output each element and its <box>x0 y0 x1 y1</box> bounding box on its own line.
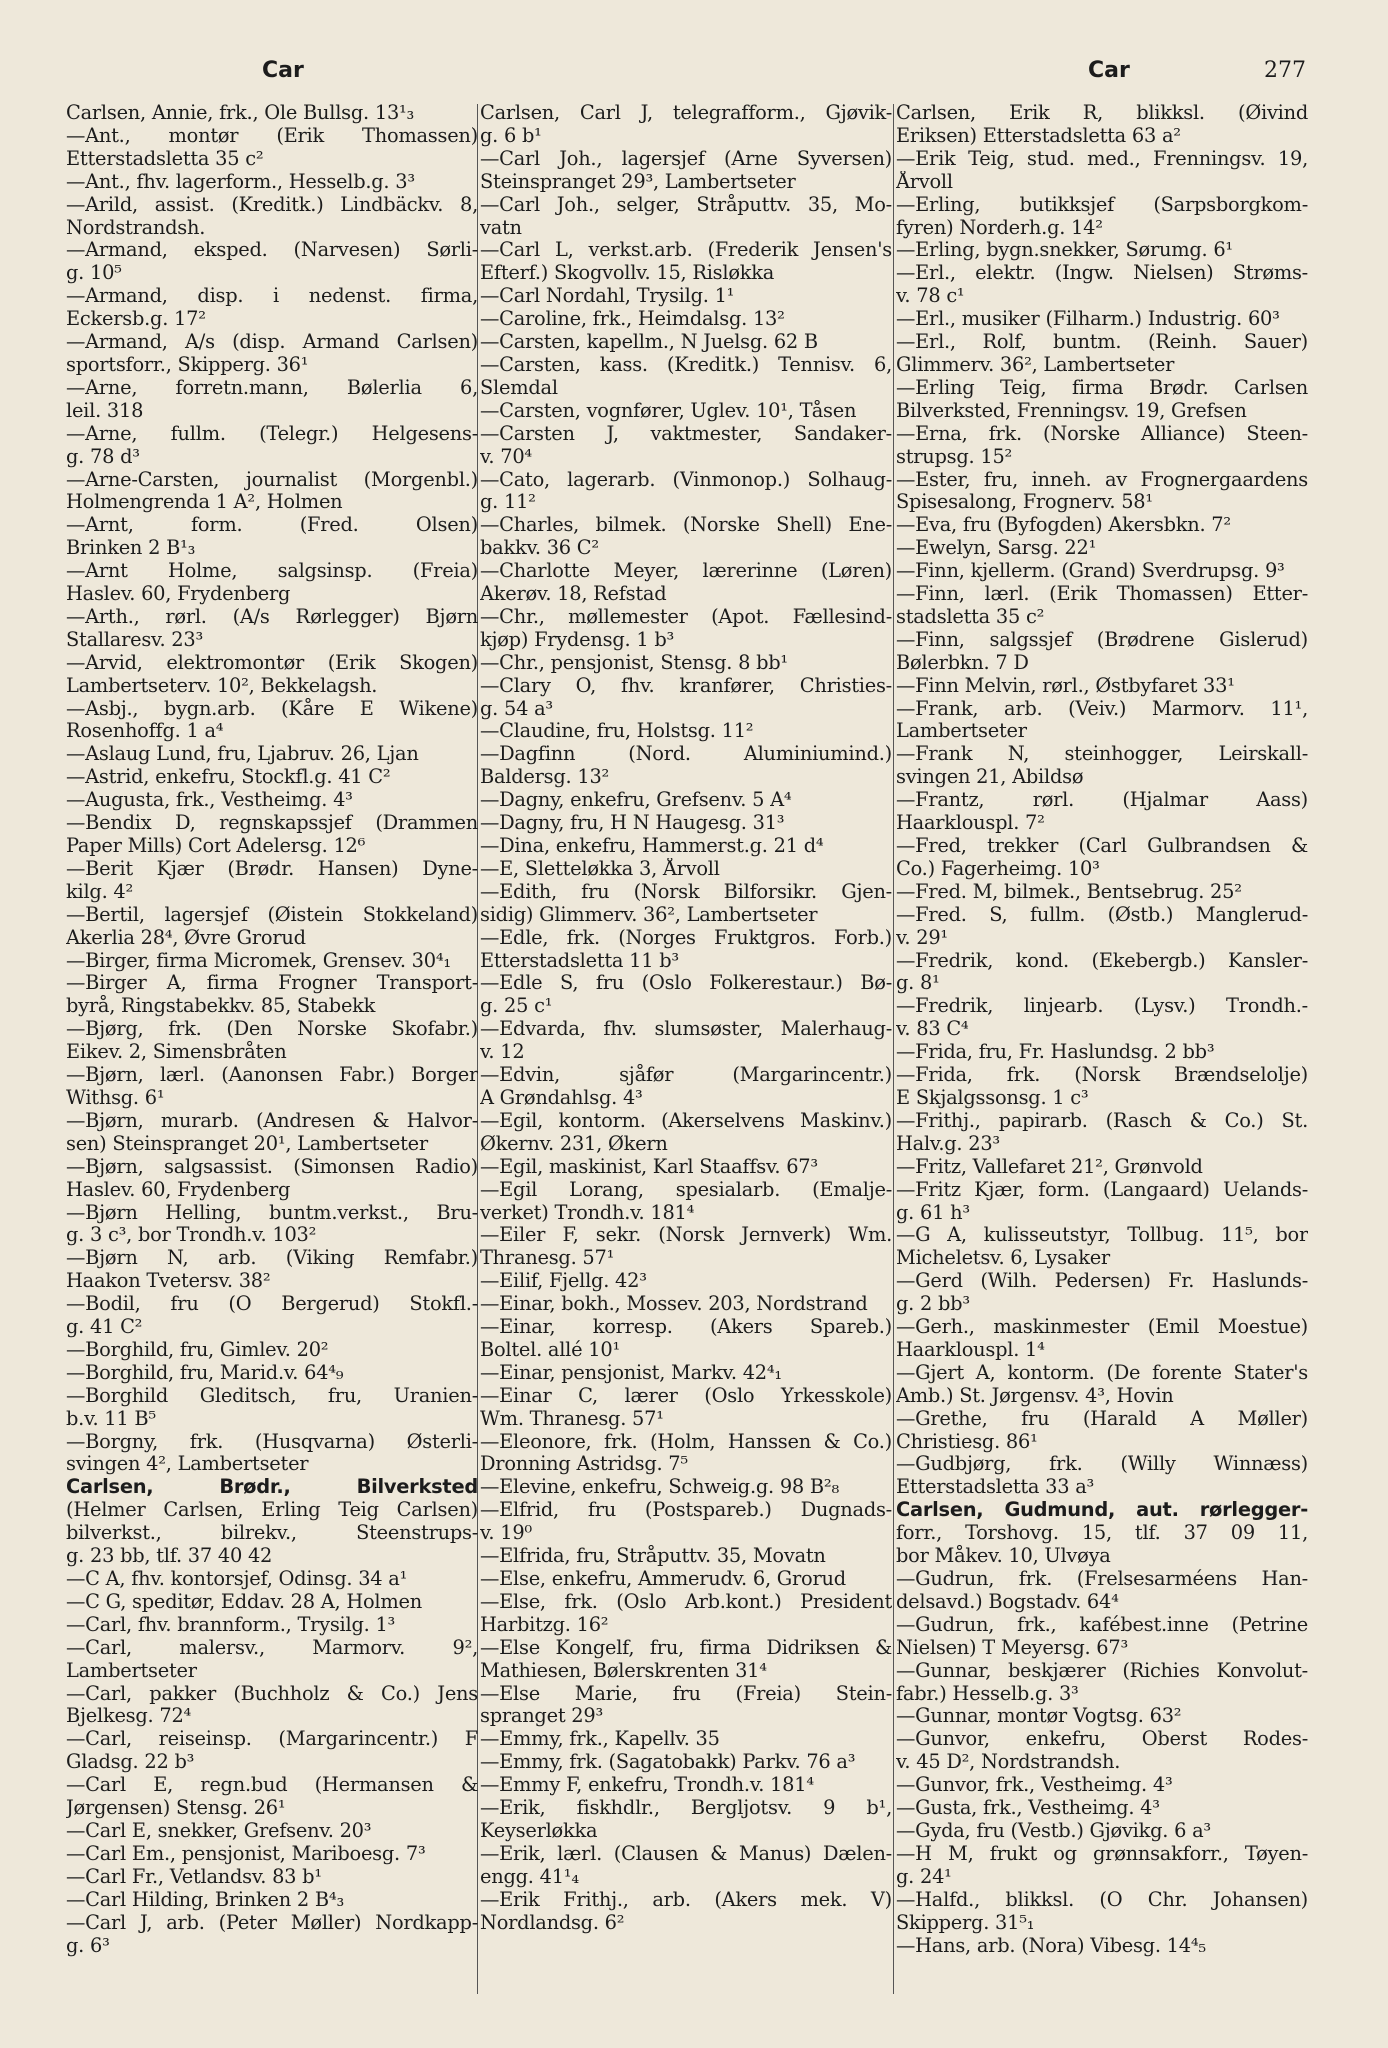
directory-entry-line: strupsg. 15² <box>896 445 1013 468</box>
directory-entry-line: —Carl, malersv., Marmorv. 9², <box>66 1636 478 1659</box>
directory-entry-line: —Armand, A/s (disp. Armand Carlsen) <box>66 331 478 354</box>
directory-entry-line: —Arne, fullm. (Telegr.) Helgesens- <box>66 422 478 445</box>
directory-entry-line: (Helmer Carlsen, Erling Teig Carlsen) <box>66 1499 478 1522</box>
directory-entry-line: —Gyda, fru (Vestb.) Gjøvikg. 6 a³ <box>896 1819 1211 1842</box>
directory-entry-line: E Skjalgssonsg. 1 c³ <box>896 1086 1089 1109</box>
directory-entry-line: —Birger, firma Micromek, Grensev. 30⁴₁ <box>66 949 451 972</box>
directory-entry-line: —Carl Em., pensjonist, Mariboesg. 7³ <box>66 1842 426 1865</box>
directory-entry-line: —Edle S, fru (Oslo Folkerestaur.) Bø- <box>480 972 892 995</box>
directory-entry-line: Christiesg. 86¹ <box>896 1430 1038 1453</box>
directory-entry-line: Etterstadsletta 11 b³ <box>480 949 679 972</box>
directory-entry-line: Mathiesen, Bølerskrenten 31⁴ <box>480 1659 767 1682</box>
directory-entry-line: —Egil, kontorm. (Akerselvens Maskinv.) <box>480 1109 892 1132</box>
directory-entry-line: Brinken 2 B¹₃ <box>66 537 196 560</box>
directory-column-1 <box>66 102 478 2002</box>
directory-entry-line: —Borghild Gleditsch, fru, Uranien- <box>66 1384 478 1407</box>
directory-entry-line: —G A, kulisseutstyr, Tollbug. 11⁵, bor <box>896 1224 1308 1247</box>
directory-entry-line: g. 11² <box>480 491 536 514</box>
directory-entry-line: g. 3 c³, bor Trondh.v. 103² <box>66 1224 317 1247</box>
directory-entry-line: —Finn Melvin, rørl., Østbyfaret 33¹ <box>896 674 1235 697</box>
directory-entry-line: —Erling, butikksjef (Sarpsborgkom- <box>896 193 1308 216</box>
directory-entry-line: —Dagny, fru, H N Haugesg. 31³ <box>480 812 785 835</box>
directory-entry-line: —Carl Nordahl, Trysilg. 1¹ <box>480 285 735 308</box>
directory-entry-line: —Bertil, lagersjef (Øistein Stokkeland) <box>66 903 478 926</box>
directory-entry-line: —Egil, maskinist, Karl Staaffsv. 67³ <box>480 1155 818 1178</box>
directory-entry-line: —Charlotte Meyer, lærerinne (Løren) <box>480 560 892 583</box>
directory-entry-line: Akerøv. 18, Refstad <box>480 583 667 606</box>
directory-entry-line: —Clary O, fhv. kranfører, Christies- <box>480 674 892 697</box>
directory-entry-line: —Elevine, enkefru, Schweig.g. 98 B²₈ <box>480 1476 839 1499</box>
directory-entry-line: —Carl, pakker (Buchholz & Co.) Jens <box>66 1682 478 1705</box>
directory-entry-line: leil. 318 <box>66 399 144 422</box>
directory-entry-line: —Edle, frk. (Norges Fruktgros. Forb.) <box>480 926 892 949</box>
directory-entry-line: Carlsen, Erik R, blikksl. (Øivind <box>896 102 1308 124</box>
directory-entry-line: —E, Sletteløkka 3, Årvoll <box>480 857 720 880</box>
directory-entry-line: —Ant., montør (Erik Thomassen) <box>66 124 478 147</box>
directory-entry-line: —Arild, assist. (Kreditk.) Lindbäckv. 8, <box>66 193 478 216</box>
directory-entry-line: fyren) Norderh.g. 14² <box>896 216 1103 239</box>
directory-entry-line: vatn <box>480 216 522 239</box>
directory-entry-line: engg. 41¹₄ <box>480 1865 579 1888</box>
directory-entry-line: —Gudbjørg, frk. (Willy Winnæss) <box>896 1453 1308 1476</box>
directory-entry-line: —Caroline, frk., Heimdalsg. 13² <box>480 308 785 331</box>
directory-entry-line: —Fred. S, fullm. (Østb.) Manglerud- <box>896 903 1308 926</box>
directory-entry-line: Akerlia 28⁴, Øvre Grorud <box>66 926 306 949</box>
directory-entry-line: v. 45 D², Nordstrandsh. <box>896 1751 1121 1774</box>
directory-entry-line: g. 6³ <box>66 1934 110 1957</box>
directory-entry-line: —Bendix D, regnskapssjef (Drammen <box>66 812 478 835</box>
directory-entry-line: —Egil Lorang, spesialarb. (Emalje- <box>480 1178 892 1201</box>
directory-entry-line: —Berit Kjær (Brødr. Hansen) Dyne- <box>66 857 478 880</box>
directory-entry-line: Efterf.) Skogvollv. 15, Risløkka <box>480 262 775 285</box>
directory-entry-line: —Grethe, fru (Harald A Møller) <box>896 1407 1308 1430</box>
directory-entry-line: v. 29¹ <box>896 926 948 949</box>
directory-entry-line: Holmengrenda 1 A², Holmen <box>66 491 343 514</box>
directory-entry-line: Økernv. 231, Økern <box>480 1132 668 1155</box>
directory-entry-line: —Arnt Holme, salgsinsp. (Freia) <box>66 560 478 583</box>
directory-entry-line: Glimmerv. 36², Lambertseter <box>896 353 1175 376</box>
directory-entry-line: g. 10⁵ <box>66 262 122 285</box>
directory-entry-line: g. 23 bb, tlf. 37 40 42 <box>66 1545 273 1568</box>
directory-entry-line: Eikev. 2, Simensbråten <box>66 1041 287 1064</box>
directory-entry-line: Dronning Astridsg. 7⁵ <box>480 1453 688 1476</box>
directory-entry-line: —Gusta, frk., Vestheimg. 4³ <box>896 1797 1160 1820</box>
directory-entry-line: —Elfrid, fru (Postspareb.) Dugnads- <box>480 1499 892 1522</box>
directory-entry-line: —Ant., fhv. lagerform., Hesselb.g. 3³ <box>66 170 415 193</box>
directory-entry-line: Rosenhoffg. 1 a⁴ <box>66 720 224 743</box>
directory-entry-line: Keyserløkka <box>480 1819 598 1842</box>
directory-entry-line: —Else Kongelf, fru, firma Didriksen & <box>480 1636 892 1659</box>
directory-entry-line: —Carl Fr., Vetlandsv. 83 b¹ <box>66 1865 322 1888</box>
directory-entry-line: sportsforr., Skipperg. 36¹ <box>66 353 309 376</box>
directory-entry-line: —Bjørn N, arb. (Viking Remfabr.) <box>66 1247 478 1270</box>
directory-entry-line: —Gunvor, enkefru, Oberst Rodes- <box>896 1728 1308 1751</box>
directory-entry-line: —Claudine, fru, Holstsg. 11² <box>480 720 754 743</box>
directory-entry-line: g. 78 d³ <box>66 445 140 468</box>
directory-entry-line: Bjelkesg. 72⁴ <box>66 1705 192 1728</box>
directory-entry-line: —Einar, bokh., Mossev. 203, Nordstrand <box>480 1293 868 1316</box>
directory-entry-line: Steinspranget 29³, Lambertseter <box>480 170 796 193</box>
directory-entry-line: —Einar, pensjonist, Markv. 42⁴₁ <box>480 1361 782 1384</box>
directory-entry-line: —Gunnar, beskjærer (Richies Konvolut- <box>896 1659 1308 1682</box>
directory-entry-line: —Erl., Rolf, buntm. (Reinh. Sauer) <box>896 331 1308 354</box>
directory-entry-line: Paper Mills) Cort Adelersg. 12⁶ <box>66 835 366 857</box>
directory-column-2 <box>480 102 892 2002</box>
directory-entry-line: svingen 21, Abildsø <box>896 766 1084 789</box>
directory-entry-line: Skipperg. 31⁵₁ <box>896 1911 1035 1934</box>
directory-entry-line: —Else, enkefru, Ammerudv. 6, Grorud <box>480 1568 846 1590</box>
directory-entry-line: —Armand, disp. i nedenst. firma, <box>66 285 478 308</box>
directory-entry-line: kjøp) Frydensg. 1 b³ <box>480 628 675 651</box>
directory-entry-line: Lambertseter <box>66 1659 197 1682</box>
directory-entry-line: —Frithj., papirarb. (Rasch & Co.) St. <box>896 1109 1308 1132</box>
directory-entry-line: forr., Torshovg. 15, tlf. 37 09 11, <box>896 1522 1308 1545</box>
directory-entry-line: —Else, frk. (Oslo Arb.kont.) President <box>480 1590 892 1613</box>
directory-entry-line: —Bjørn, murarb. (Andresen & Halvor- <box>66 1109 478 1132</box>
directory-entry-line: Haakon Tvetersv. 38² <box>66 1270 271 1293</box>
directory-entry-line: —Eiler F, sekr. (Norsk Jernverk) Wm. <box>480 1224 892 1247</box>
directory-entry-line: kilg. 4² <box>66 880 134 903</box>
directory-entry-line: —Borghild, fru, Gimlev. 20² <box>66 1338 329 1361</box>
directory-entry-line: —Erl., elektr. (Ingw. Nielsen) Strøms- <box>896 262 1308 285</box>
directory-entry-line: —Augusta, frk., Vestheimg. 4³ <box>66 789 353 812</box>
directory-entry-line: —Birger A, firma Frogner Transport- <box>66 972 478 995</box>
directory-entry-line: —Bjørn, lærl. (Aanonsen Fabr.) Borger <box>66 1064 478 1087</box>
directory-entry-line: g. 61 h³ <box>896 1201 970 1224</box>
directory-entry-line: g. 6 b¹ <box>480 124 542 147</box>
directory-entry-line: verket) Trondh.v. 181⁴ <box>480 1201 695 1224</box>
directory-entry-line: —Frida, frk. (Norsk Brændselolje) <box>896 1064 1308 1087</box>
directory-entry-line: —Carl, reiseinsp. (Margarincentr.) F <box>66 1728 478 1751</box>
directory-entry-line: Spisesalong, Frognerv. 58¹ <box>896 491 1153 514</box>
directory-entry-line: —Arnt, form. (Fred. Olsen) <box>66 514 478 537</box>
directory-entry-line: —Arvid, elektromontør (Erik Skogen) <box>66 651 478 674</box>
directory-entry-line: Bilverksted, Frenningsv. 19, Grefsen <box>896 399 1247 422</box>
directory-entry-line: —C G, speditør, Eddav. 28 A, Holmen <box>66 1590 422 1613</box>
directory-entry-line: —Finn, lærl. (Erik Thomassen) Etter- <box>896 583 1308 606</box>
directory-entry-line: —Erling Teig, firma Brødr. Carlsen <box>896 376 1308 399</box>
directory-entry-line: —Hans, arb. (Nora) Vibesg. 14⁴₅ <box>896 1934 1206 1957</box>
directory-entry-line: —Astrid, enkefru, Stockfl.g. 41 C² <box>66 766 391 789</box>
directory-entry-line: Etterstadsletta 35 c² <box>66 147 264 170</box>
directory-entry-line: —Einar C, lærer (Oslo Yrkesskole) <box>480 1384 892 1407</box>
directory-entry-line: —Fritz Kjær, form. (Langaard) Uelands- <box>896 1178 1308 1201</box>
directory-entry-line: —Gerh., maskinmester (Emil Moestue) <box>896 1316 1308 1339</box>
directory-entry-line: —Carl, fhv. brannform., Trysilg. 1³ <box>66 1613 396 1636</box>
directory-entry-line: Withsg. 6¹ <box>66 1086 165 1109</box>
directory-entry-line: Eriksen) Etterstadsletta 63 a² <box>896 124 1181 147</box>
directory-entry-line: —Fred. M, bilmek., Bentsebrug. 25² <box>896 880 1242 903</box>
directory-entry-line: Nordstrandsh. <box>66 216 206 239</box>
directory-entry-line: —Frida, fru, Fr. Haslundsg. 2 bb³ <box>896 1041 1215 1064</box>
directory-entry-line: —C A, fhv. kontorsjef, Odinsg. 34 a¹ <box>66 1568 408 1590</box>
directory-entry-line: Nielsen) T Meyersg. 67³ <box>896 1636 1129 1659</box>
directory-entry-line: —Einar, korresp. (Akers Spareb.) <box>480 1316 892 1339</box>
directory-entry-line: —Frantz, rørl. (Hjalmar Aass) <box>896 789 1308 812</box>
directory-entry-line: —Bjørn Helling, buntm.verkst., Bru- <box>66 1201 478 1224</box>
directory-entry-line: Eckersb.g. 17² <box>66 308 206 331</box>
directory-entry-line: Amb.) St. Jørgensv. 4³, Hovin <box>896 1384 1174 1407</box>
running-header-left: Car <box>262 58 304 83</box>
directory-entry-line: —Erling, bygn.snekker, Sørumg. 6¹ <box>896 239 1233 262</box>
directory-entry-line: —Eilif, Fjellg. 42³ <box>480 1270 647 1293</box>
directory-entry-line: —Carsten, kass. (Kreditk.) Tennisv. 6, <box>480 353 892 376</box>
directory-entry-line: g. 24¹ <box>896 1865 952 1888</box>
directory-entry-line: —Arth., rørl. (A/s Rørlegger) Bjørn <box>66 605 478 628</box>
running-header-right: Car <box>1088 58 1130 83</box>
directory-entry-line: v. 19⁰ <box>480 1522 532 1545</box>
directory-entry-line: —Carl E, snekker, Grefsenv. 20³ <box>66 1819 372 1842</box>
directory-entry-line: —Carl E, regn.bud (Hermansen & <box>66 1774 478 1797</box>
directory-entry-line: —Carsten, kapellm., N Juelsg. 62 B <box>480 331 818 354</box>
directory-entry-line: A Grøndahlsg. 4³ <box>480 1086 643 1109</box>
directory-entry-line: —Eleonore, frk. (Holm, Hanssen & Co.) <box>480 1430 892 1453</box>
directory-entry-line: Jørgensen) Stensg. 26¹ <box>66 1797 286 1820</box>
directory-entry-line: Micheletsv. 6, Lysaker <box>896 1247 1110 1270</box>
directory-entry-line: Haslev. 60, Frydenberg <box>66 1178 291 1201</box>
directory-entry-line: Thranesg. 57¹ <box>480 1247 615 1270</box>
directory-entry-line: —Erik Teig, stud. med., Frenningsv. 19, <box>896 147 1308 170</box>
directory-entry-line: —Carl Joh., selger, Stråputtv. 35, Mo- <box>480 193 892 216</box>
directory-entry-line: —Erik Frithj., arb. (Akers mek. V) <box>480 1888 892 1911</box>
directory-entry-line: —Cato, lagerarb. (Vinmonop.) Solhaug- <box>480 468 892 491</box>
directory-entry-line: —Dina, enkefru, Hammerst.g. 21 d⁴ <box>480 835 824 857</box>
directory-entry-line: spranget 29³ <box>480 1705 603 1728</box>
directory-entry-line: —Charles, bilmek. (Norske Shell) Ene- <box>480 514 892 537</box>
directory-entry-line: —Finn, kjellerm. (Grand) Sverdrupsg. 9³ <box>896 560 1285 583</box>
directory-entry-line: —Carl L, verkst.arb. (Frederik Jensen's <box>480 239 892 262</box>
directory-entry-line: —Finn, salgssjef (Brødrene Gislerud) <box>896 628 1308 651</box>
directory-entry-line: Etterstadsletta 33 a³ <box>896 1476 1095 1499</box>
directory-entry-line: —Gudrun, frk., kafébest.inne (Petrine <box>896 1613 1308 1636</box>
directory-entry-line: —Chr., møllemester (Apot. Fællesind- <box>480 605 892 628</box>
directory-entry-line: Halv.g. 23³ <box>896 1132 1000 1155</box>
directory-entry-line: byrå, Ringstabekkv. 85, Stabekk <box>66 995 376 1018</box>
directory-entry-line: g. 2 bb³ <box>896 1293 970 1316</box>
directory-entry-line: g. 41 C² <box>66 1316 143 1339</box>
directory-entry-line: —Fred, trekker (Carl Gulbrandsen & <box>896 835 1308 857</box>
directory-entry-line: Wm. Thranesg. 57¹ <box>480 1407 664 1430</box>
directory-entry-line: —H M, frukt og grønnsakforr., Tøyen- <box>896 1842 1308 1865</box>
directory-entry-line: svingen 4², Lambertseter <box>66 1453 309 1476</box>
directory-entry-line: —Fredrik, linjearb. (Lysv.) Trondh.- <box>896 995 1308 1018</box>
directory-entry-line: —Aslaug Lund, fru, Ljabruv. 26, Ljan <box>66 743 419 766</box>
directory-entry-line: —Arne, forretn.mann, Bølerlia 6, <box>66 376 478 399</box>
directory-entry-line: —Gunvor, frk., Vestheimg. 4³ <box>896 1774 1173 1797</box>
directory-entry-line: —Emmy, frk., Kapellv. 35 <box>480 1728 720 1751</box>
directory-entry-line: —Carsten, vognfører, Uglev. 10¹, Tåsen <box>480 399 857 422</box>
directory-entry-line: —Emmy F, enkefru, Trondh.v. 181⁴ <box>480 1774 814 1797</box>
directory-entry-line: —Halfd., blikksl. (O Chr. Johansen) <box>896 1888 1308 1911</box>
directory-entry-line: delsavd.) Bogstadv. 64⁴ <box>896 1590 1119 1613</box>
directory-entry-line: —Asbj., bygn.arb. (Kåre E Wikene) <box>66 697 478 720</box>
directory-entry-line: —Fredrik, kond. (Ekebergb.) Kansler- <box>896 949 1308 972</box>
directory-entry-line: v. 70⁴ <box>480 445 532 468</box>
directory-entry-line: Co.) Fagerheimg. 10³ <box>896 857 1100 880</box>
directory-entry-line: —Elfrida, fru, Stråputtv. 35, Movatn <box>480 1545 826 1568</box>
directory-entry-line: sidig) Glimmerv. 36², Lambertseter <box>480 903 818 926</box>
directory-entry-line: —Fritz, Vallefaret 21², Grønvold <box>896 1155 1203 1178</box>
directory-entry-line: Slemdal <box>480 376 558 399</box>
directory-entry-line: —Emmy, frk. (Sagatobakk) Parkv. 76 a³ <box>480 1751 856 1774</box>
directory-entry-line: Lambertseter <box>896 720 1027 743</box>
directory-entry-line: Carlsen, Gudmund, aut. rørlegger- <box>896 1499 1308 1522</box>
directory-entry-line: —Gunnar, montør Vogtsg. 63² <box>896 1705 1182 1728</box>
directory-entry-line: bilverkst., bilrekv., Steenstrups- <box>66 1522 478 1545</box>
directory-entry-line: —Bjørn, salgsassist. (Simonsen Radio) <box>66 1155 478 1178</box>
directory-entry-line: —Carsten J, vaktmester, Sandaker- <box>480 422 892 445</box>
directory-entry-line: Harbitzg. 16² <box>480 1613 609 1636</box>
directory-entry-line: —Bjørg, frk. (Den Norske Skofabr.) <box>66 1018 478 1041</box>
directory-entry-line: Carlsen, Carl J, telegrafform., Gjøvik- <box>480 102 892 124</box>
directory-entry-line: fabr.) Hesselb.g. 3³ <box>896 1682 1079 1705</box>
directory-entry-line: g. 25 c¹ <box>480 995 553 1018</box>
directory-entry-line: —Edvarda, fhv. slumsøster, Malerhaug- <box>480 1018 892 1041</box>
directory-entry-line: Nordlandsg. 6² <box>480 1911 625 1934</box>
directory-entry-line: Haslev. 60, Frydenberg <box>66 583 291 606</box>
directory-entry-line: Lambertseterv. 10², Bekkelagsh. <box>66 674 378 697</box>
directory-entry-line: Årvoll <box>896 170 953 193</box>
directory-entry-line: Carlsen, Brødr., Bilverksted <box>66 1476 478 1499</box>
directory-entry-line: sen) Steinspranget 20¹, Lambertseter <box>66 1132 428 1155</box>
directory-entry-line: —Else Marie, fru (Freia) Stein- <box>480 1682 892 1705</box>
directory-entry-line: —Ester, fru, inneh. av Frognergaardens <box>896 468 1308 491</box>
directory-entry-line: —Gudrun, frk. (Frelsesarméens Han- <box>896 1568 1308 1590</box>
directory-entry-line: g. 54 a³ <box>480 697 553 720</box>
directory-entry-line: —Borghild, fru, Marid.v. 64⁴₉ <box>66 1361 344 1384</box>
directory-entry-line: Boltel. allé 10¹ <box>480 1338 620 1361</box>
directory-entry-line: —Edith, fru (Norsk Bilforsikr. Gjen- <box>480 880 892 903</box>
directory-entry-line: Haarklouspl. 7² <box>896 812 1045 835</box>
page-number: 277 <box>1264 58 1306 83</box>
directory-entry-line: —Armand, eksped. (Narvesen) Sørli- <box>66 239 478 262</box>
directory-entry-line: —Dagfinn (Nord. Aluminiumind.) <box>480 743 892 766</box>
directory-entry-line: b.v. 11 B⁵ <box>66 1407 156 1430</box>
directory-entry-line: Bølerbkn. 7 D <box>896 651 1029 674</box>
directory-entry-line: —Erl., musiker (Filharm.) Industrig. 60³ <box>896 308 1280 331</box>
directory-entry-line: Baldersg. 13² <box>480 766 610 789</box>
directory-entry-line: —Gjert A, kontorm. (De forente Stater's <box>896 1361 1308 1384</box>
directory-entry-line: bor Måkev. 10, Ulvøya <box>896 1545 1111 1568</box>
directory-entry-line: v. 83 C⁴ <box>896 1018 969 1041</box>
directory-entry-line: —Gerd (Wilh. Pedersen) Fr. Haslunds- <box>896 1270 1308 1293</box>
directory-entry-line: g. 8¹ <box>896 972 940 995</box>
directory-entry-line: —Chr., pensjonist, Stensg. 8 bb¹ <box>480 651 788 674</box>
directory-entry-line: stadsletta 35 c² <box>896 605 1045 628</box>
directory-entry-line: —Carl Hilding, Brinken 2 B⁴₃ <box>66 1888 344 1911</box>
directory-entry-line: Haarklouspl. 1⁴ <box>896 1338 1045 1361</box>
directory-entry-line: —Erik, fiskhdlr., Bergljotsv. 9 b¹, <box>480 1797 892 1820</box>
directory-entry-line: —Carl J, arb. (Peter Møller) Nordkapp- <box>66 1911 478 1934</box>
directory-entry-line: Stallaresv. 23³ <box>66 628 203 651</box>
directory-entry-line: —Erik, lærl. (Clausen & Manus) Dælen- <box>480 1842 892 1865</box>
directory-entry-line: —Edvin, sjåfør (Margarincentr.) <box>480 1064 892 1087</box>
directory-entry-line: Gladsg. 22 b³ <box>66 1751 195 1774</box>
directory-entry-line: bakkv. 36 C² <box>480 537 599 560</box>
directory-entry-line: v. 78 c¹ <box>896 285 965 308</box>
directory-entry-line: —Ewelyn, Sarsg. 22¹ <box>896 537 1097 560</box>
directory-entry-line: —Eva, fru (Byfogden) Akersbkn. 7² <box>896 514 1231 537</box>
directory-entry-line: v. 12 <box>480 1041 525 1064</box>
directory-entry-line: —Frank N, steinhogger, Leirskall- <box>896 743 1308 766</box>
directory-entry-line: —Arne-Carsten, journalist (Morgenbl.) <box>66 468 478 491</box>
directory-entry-line: —Bodil, fru (O Bergerud) Stokfl.- <box>66 1293 478 1316</box>
directory-entry-line: —Carl Joh., lagersjef (Arne Syversen) <box>480 147 892 170</box>
directory-entry-line: —Borgny, frk. (Husqvarna) Østerli- <box>66 1430 478 1453</box>
directory-entry-line: —Frank, arb. (Veiv.) Marmorv. 11¹, <box>896 697 1308 720</box>
directory-entry-line: —Erna, frk. (Norske Alliance) Steen- <box>896 422 1308 445</box>
column-divider <box>893 104 894 1994</box>
directory-entry-line: Carlsen, Annie, frk., Ole Bullsg. 13¹₃ <box>66 102 415 124</box>
directory-column-3 <box>896 102 1308 2002</box>
directory-entry-line: —Dagny, enkefru, Grefsenv. 5 A⁴ <box>480 789 792 812</box>
